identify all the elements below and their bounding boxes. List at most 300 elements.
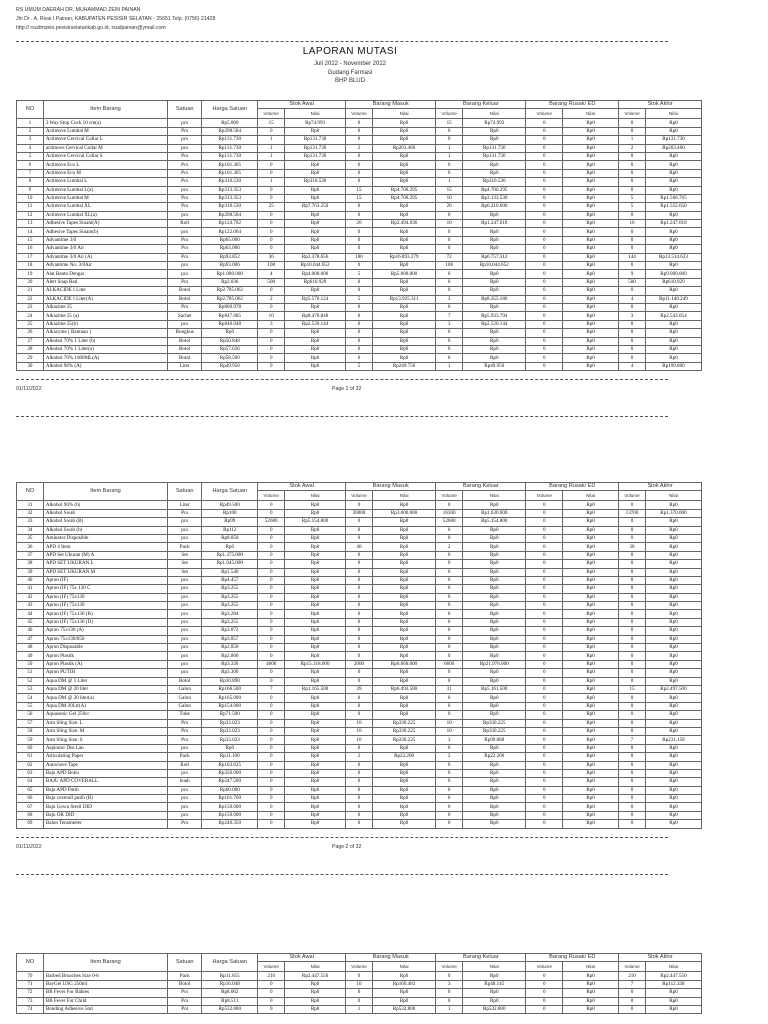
table-cell: 33 bbox=[17, 518, 44, 526]
table-cell: 0 bbox=[258, 560, 285, 568]
table-cell: Rp310.530 bbox=[463, 178, 526, 186]
table-cell: Rp0 bbox=[563, 576, 619, 584]
table-cell: Rp0 bbox=[563, 337, 619, 345]
table-cell: 0 bbox=[346, 136, 373, 144]
table-cell: 0 bbox=[436, 169, 463, 177]
col-stok-awal: Stok Awal bbox=[258, 483, 346, 491]
col-stok-akhir: Stok Akhir bbox=[619, 954, 702, 962]
table-cell: 500 bbox=[258, 278, 285, 286]
table-cell: Rp1.630.000 bbox=[463, 509, 526, 517]
table-cell: APD Set Ukuran (M) A bbox=[43, 551, 167, 559]
table-cell: 72 bbox=[17, 989, 44, 997]
table-cell: Rp131.730 bbox=[645, 136, 701, 144]
table-row bbox=[17, 228, 702, 236]
table-cell: 24 bbox=[17, 312, 44, 320]
table-cell: 7 bbox=[17, 169, 44, 177]
table-row bbox=[17, 127, 702, 135]
table-cell: APD 4 Item bbox=[43, 543, 167, 551]
table-cell: Rp8.062 bbox=[202, 989, 258, 997]
table-cell: Rp0 bbox=[285, 795, 346, 803]
table-cell: 0 bbox=[436, 270, 463, 278]
table-cell: 0 bbox=[619, 354, 646, 362]
table-cell: 0 bbox=[346, 786, 373, 794]
table-cell: Rp0 bbox=[202, 329, 258, 337]
table-cell: 0 bbox=[619, 534, 646, 542]
table-cell: 0 bbox=[619, 320, 646, 328]
table-cell: 42 bbox=[17, 593, 44, 601]
table-cell: 0 bbox=[619, 501, 646, 509]
table-cell: BayGel USG 250ml bbox=[43, 980, 167, 988]
table-cell: Rp0 bbox=[563, 354, 619, 362]
table-cell: Rp2.447.550 bbox=[285, 972, 346, 980]
table-cell: BAJU APD COVERALL bbox=[43, 778, 167, 786]
table-cell: Pack bbox=[168, 753, 202, 761]
table-cell: Galon bbox=[168, 694, 202, 702]
table-cell: Rp0 bbox=[563, 711, 619, 719]
table-cell: Rp0 bbox=[372, 568, 435, 576]
table-cell: 9 bbox=[17, 186, 44, 194]
table-cell: 0 bbox=[258, 795, 285, 803]
table-cell: 28 bbox=[17, 345, 44, 353]
table-cell: Rp2.800 bbox=[202, 652, 258, 660]
page-divider bbox=[16, 379, 668, 380]
table-cell: Rp0 bbox=[563, 295, 619, 303]
table-cell: Rp0 bbox=[645, 744, 701, 752]
table-cell: Rp0 bbox=[463, 534, 526, 542]
table-cell: 0 bbox=[258, 719, 285, 727]
table-cell: 4 bbox=[619, 295, 646, 303]
table-row bbox=[17, 660, 702, 668]
table-cell: 0 bbox=[436, 786, 463, 794]
table-cell: 1 bbox=[258, 136, 285, 144]
table-cell: 0 bbox=[526, 820, 563, 828]
table-cell: 0 bbox=[619, 997, 646, 1005]
table-cell: Barbed Broaches Size 0-6 bbox=[43, 972, 167, 980]
table-cell: 0 bbox=[436, 744, 463, 752]
table-cell: 0 bbox=[436, 669, 463, 677]
table-cell: Rp0 bbox=[645, 560, 701, 568]
table-cell: Rp0 bbox=[285, 736, 346, 744]
table-cell: pcs bbox=[168, 786, 202, 794]
table-cell: Rp0 bbox=[563, 786, 619, 794]
table-cell: Rp0 bbox=[463, 602, 526, 610]
table-cell: Rp0 bbox=[463, 526, 526, 534]
table-cell: Rp4.700.295 bbox=[372, 186, 435, 194]
table-cell: 15 bbox=[346, 186, 373, 194]
table-cell: Rp0 bbox=[563, 270, 619, 278]
table-cell: 0 bbox=[526, 186, 563, 194]
table-row bbox=[17, 685, 702, 693]
table-row bbox=[17, 560, 702, 568]
table-cell: 0 bbox=[436, 245, 463, 253]
table-cell: 0 bbox=[619, 644, 646, 652]
table-cell: Rp0 bbox=[645, 127, 701, 135]
table-row bbox=[17, 320, 702, 328]
table-cell: 0 bbox=[619, 702, 646, 710]
table-cell: Rp0 bbox=[645, 169, 701, 177]
table-cell: 0 bbox=[619, 119, 646, 127]
table-cell: Rp0 bbox=[463, 786, 526, 794]
table-cell: Rp0 bbox=[645, 245, 701, 253]
table-cell: 0 bbox=[526, 194, 563, 202]
table-cell: 0 bbox=[436, 652, 463, 660]
table-cell: Rp11.140.249 bbox=[645, 295, 701, 303]
col-volume: Volume bbox=[526, 109, 563, 119]
table-cell: 0 bbox=[436, 803, 463, 811]
table-cell: 10 bbox=[346, 719, 373, 727]
table-cell: 0 bbox=[436, 303, 463, 311]
table-row bbox=[17, 287, 702, 295]
table-cell: 0 bbox=[346, 778, 373, 786]
mutation-table bbox=[16, 100, 702, 371]
table-cell: Rp1.375.000 bbox=[202, 551, 258, 559]
table-cell: Rp0 bbox=[463, 354, 526, 362]
table-cell: 0 bbox=[619, 610, 646, 618]
table-cell: 2 bbox=[258, 295, 285, 303]
table-cell: 0 bbox=[526, 161, 563, 169]
table-cell: 40 bbox=[346, 543, 373, 551]
table-cell: Rp6.210.600 bbox=[463, 203, 526, 211]
table-cell: 0 bbox=[619, 245, 646, 253]
table-cell: 5 bbox=[346, 295, 373, 303]
table-cell: Rp0 bbox=[463, 669, 526, 677]
table-cell: Rp4.700.295 bbox=[463, 186, 526, 194]
table-cell: pcs bbox=[168, 744, 202, 752]
table-cell: Rp0 bbox=[285, 980, 346, 988]
table-cell: 0 bbox=[346, 568, 373, 576]
table-cell: 46 bbox=[17, 627, 44, 635]
table-cell: Rp1.566.765 bbox=[645, 194, 701, 202]
table-cell: Rp0 bbox=[645, 186, 701, 194]
table-cell: 0 bbox=[526, 362, 563, 370]
table-cell: Rp0 bbox=[563, 119, 619, 127]
table-cell: 0 bbox=[526, 769, 563, 777]
col-barang-rusak: Barang Rusak/ ED bbox=[526, 954, 619, 962]
table-cell: Rp0 bbox=[563, 980, 619, 988]
table-cell: 0 bbox=[346, 652, 373, 660]
table-row bbox=[17, 761, 702, 769]
table-row bbox=[17, 161, 702, 169]
table-cell: 0 bbox=[526, 312, 563, 320]
table-cell: Rp0 bbox=[285, 526, 346, 534]
table-cell: Rp0 bbox=[463, 761, 526, 769]
table-cell: 0 bbox=[258, 329, 285, 337]
table-cell: 0 bbox=[526, 568, 563, 576]
table-cell: Rp2.520.144 bbox=[285, 320, 346, 328]
table-cell: Advantime 3/0 bbox=[43, 236, 167, 244]
table-cell: Rp0 bbox=[563, 178, 619, 186]
table-cell: 0 bbox=[436, 677, 463, 685]
table-cell: Rp131.730 bbox=[202, 152, 258, 160]
table-cell: 52600 bbox=[258, 518, 285, 526]
table-cell: 0 bbox=[526, 727, 563, 735]
table-cell: Rp0 bbox=[463, 803, 526, 811]
table-cell: 0 bbox=[619, 585, 646, 593]
table-cell: Rp0 bbox=[372, 811, 435, 819]
table-cell: Pack bbox=[168, 543, 202, 551]
table-cell: 0 bbox=[619, 677, 646, 685]
table-cell: 0 bbox=[619, 303, 646, 311]
col-no: NO bbox=[17, 101, 44, 119]
table-cell: Rp33.023 bbox=[202, 727, 258, 735]
table-cell: 0 bbox=[346, 795, 373, 803]
table-cell: Rp0 bbox=[285, 820, 346, 828]
table-cell: 0 bbox=[526, 345, 563, 353]
table-cell: Rp0 bbox=[645, 337, 701, 345]
table-cell: 51 bbox=[17, 669, 44, 677]
table-cell: Sachet bbox=[168, 312, 202, 320]
table-cell: 0 bbox=[258, 161, 285, 169]
table-cell: pcs bbox=[168, 576, 202, 584]
table-cell: 27 bbox=[17, 337, 44, 345]
table-cell: Rp5.154.800 bbox=[463, 518, 526, 526]
table-cell: 0 bbox=[619, 711, 646, 719]
table-cell: Set bbox=[168, 568, 202, 576]
table-cell: Rp63.006 bbox=[202, 245, 258, 253]
table-cell: 0 bbox=[526, 702, 563, 710]
table-cell: Rp1.165.500 bbox=[285, 685, 346, 693]
table-cell: pcs bbox=[168, 518, 202, 526]
table-cell: 0 bbox=[619, 329, 646, 337]
table-cell: 5 bbox=[619, 194, 646, 202]
table-cell: Apron (IF) 75x130 (B) bbox=[43, 610, 167, 618]
table-cell: 0 bbox=[346, 178, 373, 186]
col-nilai: Nilai bbox=[563, 109, 619, 119]
table-cell: 0 bbox=[436, 576, 463, 584]
col-volume: Volume bbox=[346, 109, 373, 119]
table-cell: Rp3.300 bbox=[202, 669, 258, 677]
table-cell: 52600 bbox=[436, 518, 463, 526]
table-cell: Rp0 bbox=[372, 635, 435, 643]
table-row bbox=[17, 270, 702, 278]
table-cell: 0 bbox=[258, 127, 285, 135]
table-cell: Rp10.890 bbox=[202, 677, 258, 685]
table-cell: Rp74.993 bbox=[285, 119, 346, 127]
table-cell: Rp0 bbox=[563, 769, 619, 777]
table-cell: Rp5.933.794 bbox=[463, 312, 526, 320]
table-cell: 0 bbox=[619, 989, 646, 997]
col-barang-masuk: Barang Masuk bbox=[346, 483, 436, 491]
table-cell: Adhesive Tapes Sinam(b) bbox=[43, 228, 167, 236]
table-cell: Rp0 bbox=[645, 1005, 701, 1013]
table-cell: Rp0 bbox=[372, 694, 435, 702]
table-cell: Rp610.929 bbox=[645, 278, 701, 286]
table-cell: 0 bbox=[526, 576, 563, 584]
table-cell: Rp131.730 bbox=[285, 152, 346, 160]
col-nilai: Nilai bbox=[285, 109, 346, 119]
table-cell: Rp0 bbox=[285, 677, 346, 685]
table-cell: 0 bbox=[258, 245, 285, 253]
table-cell: 0 bbox=[526, 236, 563, 244]
table-cell: Rp165.000 bbox=[202, 694, 258, 702]
print-date: 01/11/2022 bbox=[16, 386, 42, 392]
table-cell: 0 bbox=[436, 551, 463, 559]
table-cell: Alkohol 70% 1 Liter (b) bbox=[43, 337, 167, 345]
table-cell: 0 bbox=[258, 635, 285, 643]
table-cell: 10 bbox=[436, 727, 463, 735]
col-volume: Volume bbox=[346, 962, 373, 972]
table-cell: Rp0 bbox=[563, 618, 619, 626]
table-cell: 0 bbox=[258, 980, 285, 988]
col-nilai: Nilai bbox=[463, 491, 526, 501]
table-cell: 0 bbox=[258, 997, 285, 1005]
table-cell: Rp0 bbox=[372, 534, 435, 542]
table-row bbox=[17, 526, 702, 534]
table-cell: Rp0 bbox=[372, 820, 435, 828]
table-cell: 16300 bbox=[436, 509, 463, 517]
table-cell: pcs bbox=[168, 228, 202, 236]
table-cell: 0 bbox=[526, 989, 563, 997]
table-cell: Rp0 bbox=[645, 178, 701, 186]
col-price: Harga Satuan bbox=[202, 954, 258, 972]
table-cell: 0 bbox=[346, 303, 373, 311]
table-cell: 0 bbox=[346, 627, 373, 635]
col-no: NO bbox=[17, 954, 44, 972]
table-cell: Rp0 bbox=[372, 203, 435, 211]
table-cell: 0 bbox=[619, 1005, 646, 1013]
table-cell: Rp0 bbox=[563, 253, 619, 261]
table-cell: Roll bbox=[168, 761, 202, 769]
table-cell: 0 bbox=[526, 127, 563, 135]
table-row bbox=[17, 518, 702, 526]
table-cell: Rp0 bbox=[285, 329, 346, 337]
table-cell: 15 bbox=[346, 194, 373, 202]
table-cell: Rp0 bbox=[285, 585, 346, 593]
table-cell: Rp0 bbox=[645, 644, 701, 652]
table-cell: Rp0 bbox=[372, 337, 435, 345]
table-cell: 0 bbox=[346, 610, 373, 618]
table-cell: 59 bbox=[17, 736, 44, 744]
table-cell: Rp0 bbox=[645, 526, 701, 534]
report-period: Juli 2022 - November 2022 bbox=[313, 61, 387, 67]
table-cell: Rp33.023 bbox=[202, 736, 258, 744]
table-cell: Rp6.660.000 bbox=[372, 660, 435, 668]
table-cell: 71 bbox=[17, 980, 44, 988]
table-cell: Apron Plastik bbox=[43, 652, 167, 660]
table-cell: 10 bbox=[346, 727, 373, 735]
table-cell: 0 bbox=[619, 719, 646, 727]
table-cell: 0 bbox=[258, 989, 285, 997]
table-cell: 3 bbox=[436, 736, 463, 744]
table-cell: Rp0 bbox=[372, 262, 435, 270]
table-cell: 0 bbox=[346, 262, 373, 270]
table-cell: Rp0 bbox=[563, 795, 619, 803]
table-row bbox=[17, 652, 702, 660]
table-cell: Rp0 bbox=[645, 786, 701, 794]
table-cell: 0 bbox=[526, 644, 563, 652]
table-cell: Baju Gown Steril DID bbox=[43, 803, 167, 811]
col-no: NO bbox=[17, 483, 44, 501]
table-cell: 52 bbox=[17, 677, 44, 685]
table-cell: 210 bbox=[619, 972, 646, 980]
table-cell: Rp263.460 bbox=[372, 144, 435, 152]
table-cell: 0 bbox=[346, 585, 373, 593]
table-cell: 0 bbox=[258, 211, 285, 219]
table-cell: Botol bbox=[168, 295, 202, 303]
table-cell: Rp0 bbox=[563, 568, 619, 576]
table-cell: Rp532.800 bbox=[372, 1005, 435, 1013]
table-row bbox=[17, 329, 702, 337]
table-cell: Rp0 bbox=[372, 669, 435, 677]
table-cell: Rp532.800 bbox=[463, 1005, 526, 1013]
table-cell: 0 bbox=[526, 136, 563, 144]
table-cell: 0 bbox=[526, 685, 563, 693]
table-cell: Rp5.000.000 bbox=[372, 270, 435, 278]
table-cell: 0 bbox=[346, 593, 373, 601]
table-cell: 0 bbox=[619, 811, 646, 819]
table-cell: 0 bbox=[619, 627, 646, 635]
table-cell: Rp0 bbox=[372, 997, 435, 1005]
col-stok-akhir: Stok Akhir bbox=[619, 483, 702, 491]
table-cell: pcs bbox=[168, 119, 202, 127]
table-cell: Rp71.500 bbox=[202, 711, 258, 719]
table-cell: 0 bbox=[526, 694, 563, 702]
table-row bbox=[17, 354, 702, 362]
table-cell: Rp0 bbox=[285, 576, 346, 584]
table-cell: 0 bbox=[619, 660, 646, 668]
table-cell: Rp0 bbox=[645, 677, 701, 685]
table-cell: Rp0 bbox=[372, 778, 435, 786]
table-row bbox=[17, 610, 702, 618]
table-cell: Rp0 bbox=[563, 551, 619, 559]
table-cell: Rp4.000.000 bbox=[285, 270, 346, 278]
table-cell: Rp0 bbox=[285, 727, 346, 735]
table-cell: Rp13.514.623 bbox=[645, 253, 701, 261]
table-cell: 25 bbox=[17, 320, 44, 328]
table-cell: Rp4.457 bbox=[202, 576, 258, 584]
table-cell: Rp0 bbox=[563, 194, 619, 202]
table-cell: 0 bbox=[346, 711, 373, 719]
table-cell: 1 bbox=[258, 178, 285, 186]
table-row bbox=[17, 186, 702, 194]
table-cell: 2 bbox=[436, 543, 463, 551]
table-cell: Botol bbox=[168, 354, 202, 362]
table-cell: 0 bbox=[526, 278, 563, 286]
table-cell: Rp0 bbox=[463, 278, 526, 286]
table-cell: 7 bbox=[436, 312, 463, 320]
table-cell: Rp0 bbox=[563, 278, 619, 286]
table-cell: 0 bbox=[258, 610, 285, 618]
table-cell: 5 bbox=[17, 152, 44, 160]
table-cell: Rp0 bbox=[563, 744, 619, 752]
table-cell: Advantime 3/0 Air bbox=[43, 245, 167, 253]
table-cell: 7 bbox=[619, 736, 646, 744]
table-cell: Rp3.284 bbox=[202, 610, 258, 618]
table-cell: 0 bbox=[346, 669, 373, 677]
table-cell: Rp0 bbox=[563, 660, 619, 668]
table-cell: 1 bbox=[258, 144, 285, 152]
table-cell: 0 bbox=[526, 320, 563, 328]
table-cell: 15 bbox=[436, 186, 463, 194]
table-cell: 0 bbox=[526, 719, 563, 727]
table-cell: Alkohol 70% 1000ML(A) bbox=[43, 354, 167, 362]
table-cell: 0 bbox=[258, 576, 285, 584]
table-cell: 0 bbox=[619, 769, 646, 777]
table-cell: Rp0 bbox=[372, 803, 435, 811]
table-cell: Pcs bbox=[168, 509, 202, 517]
table-cell: Rp0 bbox=[645, 602, 701, 610]
table-cell: Rp0 bbox=[463, 635, 526, 643]
table-cell: Rp800.978 bbox=[202, 303, 258, 311]
table-cell: 16 bbox=[17, 245, 44, 253]
table-cell: BB Fever For Child bbox=[43, 997, 167, 1005]
table-cell: Rp610.929 bbox=[285, 278, 346, 286]
table-cell: Rp11.655 bbox=[202, 972, 258, 980]
table-cell: 0 bbox=[526, 677, 563, 685]
table-cell: Rp0 bbox=[563, 136, 619, 144]
table-cell: Liter bbox=[168, 501, 202, 509]
table-cell: Rp0 bbox=[563, 220, 619, 228]
